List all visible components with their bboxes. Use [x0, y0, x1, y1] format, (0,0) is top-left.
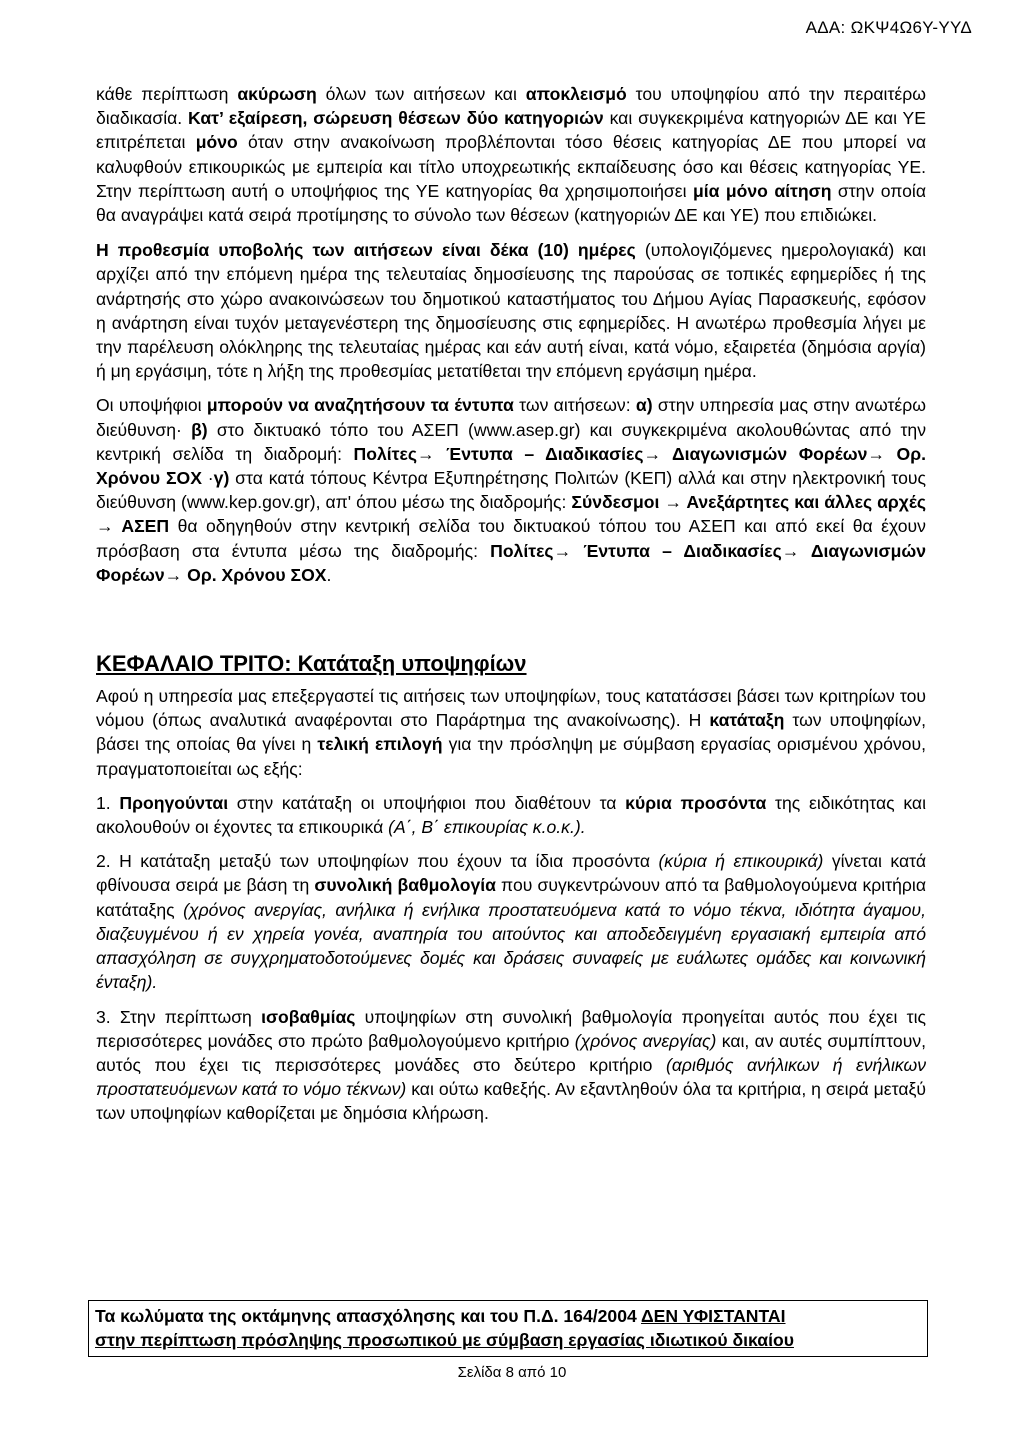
paragraph-ranking-intro: [96, 684, 926, 781]
text: Οι υποψήφιοι: [96, 395, 207, 416]
text: στην υπηρεσία μας στην ανωτέρω διεύθυνση·: [96, 395, 926, 440]
text: Η κατάταξη μεταξύ των υποψηφίων που έχουν τα ίδια προσόντα: [119, 851, 659, 872]
bold-text: μόνο: [195, 132, 238, 153]
bold-text: Κατ’ εξαίρεση, σώρευση θέσεων δύο κατηγοριών: [188, 108, 604, 129]
chapter-heading: ΚΕΦΑΛΑΙΟ ΤΡΙΤΟ: Κατάταξη υποψηφίων: [96, 651, 527, 677]
text: και ούτω καθεξής. Αν εξαντληθούν όλα τα κριτήρια, η σειρά μεταξύ των υποψηφίων καθορίζεται με δημόσια κλήρωση.: [96, 1079, 927, 1124]
text: γίνεται κατά φθίνουσα σειρά με βάση τη: [96, 851, 927, 896]
underlined-text: ΔΕΝ ΥΦΙΣΤΑΝΤΑΙ: [641, 1306, 786, 1326]
bold-text: Σύνδεσμοι → Ανεξάρτητες και άλλες αρχές → ΑΣΕΠ: [96, 492, 926, 537]
item-number: 1.: [96, 792, 120, 813]
item-number: 3.: [96, 1006, 120, 1027]
text: ·: [201, 468, 214, 489]
bold-text: β): [191, 419, 208, 440]
italic-text: (χρόνος ανεργίας): [574, 1030, 717, 1051]
underlined-text: στην περίπτωση πρόσληψης προσωπικού με σύμβαση εργασίας ιδιωτικού δικαίου: [95, 1330, 794, 1350]
text: που συγκεντρώνουν από τα βαθμολογούμενα κριτήρια κατάταξης: [96, 875, 927, 920]
list-item-3: [96, 1005, 926, 1126]
list-item-1: [96, 791, 926, 839]
list-item-2: [96, 849, 926, 994]
bold-text: μία μόνο αίτηση: [692, 180, 832, 201]
paragraph-application-rules: [96, 82, 926, 227]
item-number: 2.: [96, 851, 120, 872]
text: στο δικτυακό τόπο του ΑΣΕΠ (www.asep.gr) και συγκεκριμένα ακολουθώντας από την κεντρική σελίδα τη διαδρομή:: [96, 419, 927, 464]
bold-text: α): [635, 395, 653, 416]
text: (υπολογιζόμενες ημερολογιακά) και αρχίζει από την επόμενη ημέρα της τελευταίας δημοσίευσης της παρούσας σε τοπικές εφημερίδες ή της ανάρτησής στο χώρο ανακοινώσεων του δημοτικού καταστήματος του Δήμου Αγίας Παρασκευής, εφόσον η ανάρτηση είναι τυχόν μεταγενέστερη της δημοσίευσης στις εφημερίδες. Η ανωτέρω προθεσμία λήγει με την παρέλευση ολόκληρης της τελευταίας ημέρας και εάν αυτή είναι, κατά νόμο, εξαιρετέα (δημόσια αργία) ή μη εργάσιμη, τότε η λήξη της προθεσμίας μετατίθεται την επόμενη εργάσιμη ημέρα.: [96, 240, 926, 382]
text: στα κατά τόπους Κέντρα Εξυπηρέτησης Πολιτών (ΚΕΠ) αλλά και στην ηλεκτρονική τους διεύθυνση (www.kep.gov.gr), απ' όπου μέσω της διαδρομής:: [96, 468, 926, 513]
bold-text: Πολίτες→ Έντυπα – Διαδικασίες→ Διαγωνισμών Φορέων→ Ορ. Χρόνου ΣΟΧ: [96, 540, 926, 585]
bold-text: κατάταξη: [709, 710, 785, 731]
text: στην κατάταξη οι υποψήφιοι που διαθέτουν τα: [228, 792, 626, 813]
bold-text: Πολίτες→ Έντυπα – Διαδικασίες→ Διαγωνισμών Φορέων→ Ορ. Χρόνου ΣΟΧ: [96, 443, 926, 489]
paragraph-deadline: [96, 238, 926, 383]
bold-text: Η προθεσμία υποβολής των αιτήσεων είναι δέκα (10) ημέρες: [96, 240, 636, 261]
bold-text: μπορούν να αναζητήσουν τα έντυπα: [206, 395, 514, 416]
text: για την πρόσληψη με σύμβαση εργασίας ορισμένου χρόνου, πραγματοποιείται ως εξής:: [96, 734, 926, 779]
bold-text: Προηγούνται: [119, 792, 229, 813]
text: κάθε περίπτωση: [96, 84, 238, 104]
italic-text: (χρόνος ανεργίας, ανήλικα ή ενήλικα προστατευόμενα κατά το νόμο τέκνα, ιδιότητα άγαμου, διαζευγμένου ή εν χηρεία γονέα, αναπηρία του αιτούντος και αποδεδειγμένη εργασιακή εμπειρία από απασχόληση σε συγχρηματοδοτούμενες δομές και δράσεις συναφείς με ευάλωτες ομάδες και κοινωνική ένταξη).: [96, 899, 926, 993]
bold-text: αποκλεισμό: [525, 84, 627, 104]
italic-text: (αριθμός ανήλικων ή ενήλικων προστατευόμενων κατά το νόμο τέκνων): [96, 1054, 926, 1100]
text: .: [326, 564, 332, 585]
bold-text: ισοβαθμίας: [261, 1006, 356, 1027]
bold-text: γ): [213, 468, 230, 489]
bold-text: ακύρωση: [237, 84, 317, 104]
text: της ειδικότητας και ακολουθούν οι έχοντες τα επικουρικά: [96, 792, 926, 838]
page-number: Σελίδα 8 από 10: [457, 1364, 567, 1381]
notice-line-2: [95, 1328, 921, 1352]
paragraph-forms: [96, 393, 926, 587]
bold-text: κύρια προσόντα: [625, 792, 767, 813]
ada-code: ΑΔΑ: ΩΚΨ4Ω6Υ-ΥΥΔ: [805, 18, 972, 37]
text: του υποψηφίου από την περαιτέρω διαδικασία.: [96, 84, 926, 129]
bold-text: συνολική βαθμολογία: [314, 875, 496, 896]
text: στην οποία θα αναγράψει κατά σειρά προτίμησης το σύνολο των θέσεων (κατηγοριών ΔΕ και ΥΕ) που επιδιώκει.: [96, 180, 926, 226]
text: όταν στην ανακοίνωση προβλέπονται τόσο θέσεις κατηγορίας ΔΕ που μπορεί να καλυφθούν επικουρικώς με εμπειρία και τίτλο υποχρεωτικής εκπαίδευσης όσο και θέσεις κατηγορίας ΥΕ. Στην περίπτωση αυτή ο υποψήφιος της ΥΕ κατηγορίας θα χρησιμοποιήσει: [96, 132, 927, 201]
text: Στην περίπτωση: [119, 1006, 262, 1027]
italic-text: (κύρια ή επικουρικά): [658, 851, 824, 872]
text: Αφού η υπηρεσία μας επεξεργαστεί τις αιτήσεις των υποψηφίων, τους κατατάσσει βάσει των κριτηρίων του νόμου (όπως αναλυτικά αναφέρονται στο Παράρτημα της ανακοίνωσης). Η: [96, 686, 926, 731]
text: υποψηφίων στη συνολική βαθμολογία προηγείται αυτός που έχει τις περισσότερες μονάδες στο πρώτο βαθμολογούμενο κριτήριο: [96, 1006, 927, 1051]
text: όλων των αιτήσεων και: [316, 84, 526, 104]
text: Τα κωλύματα της οκτάμηνης απασχόλησης και του Π.Δ. 164/2004: [95, 1306, 642, 1326]
document-body: [96, 82, 926, 1126]
text: και, αν αυτές συμπίπτουν, αυτός που έχει τις περισσότερες μονάδες στο δεύτερο κριτήριο: [96, 1030, 927, 1075]
bold-text: τελική επιλογή: [317, 734, 443, 755]
italic-text: (Α΄, Β΄ επικουρίας κ.ο.κ.).: [388, 817, 586, 838]
text: και συγκεκριμένα κατηγοριών ΔΕ και ΥΕ επιτρέπεται: [96, 108, 927, 153]
notice-line-1: [95, 1304, 921, 1328]
text: των υποψηφίων, βάσει της οποίας θα γίνει η: [96, 710, 926, 755]
text: θα οδηγηθούν στην κεντρική σελίδα του δικτυακού τόπου του ΑΣΕΠ και από εκεί θα έχουν πρόσβαση στα έντυπα μέσω της διαδρομής:: [96, 516, 926, 561]
notice-box: [88, 1300, 928, 1357]
text: των αιτήσεων:: [513, 395, 636, 416]
